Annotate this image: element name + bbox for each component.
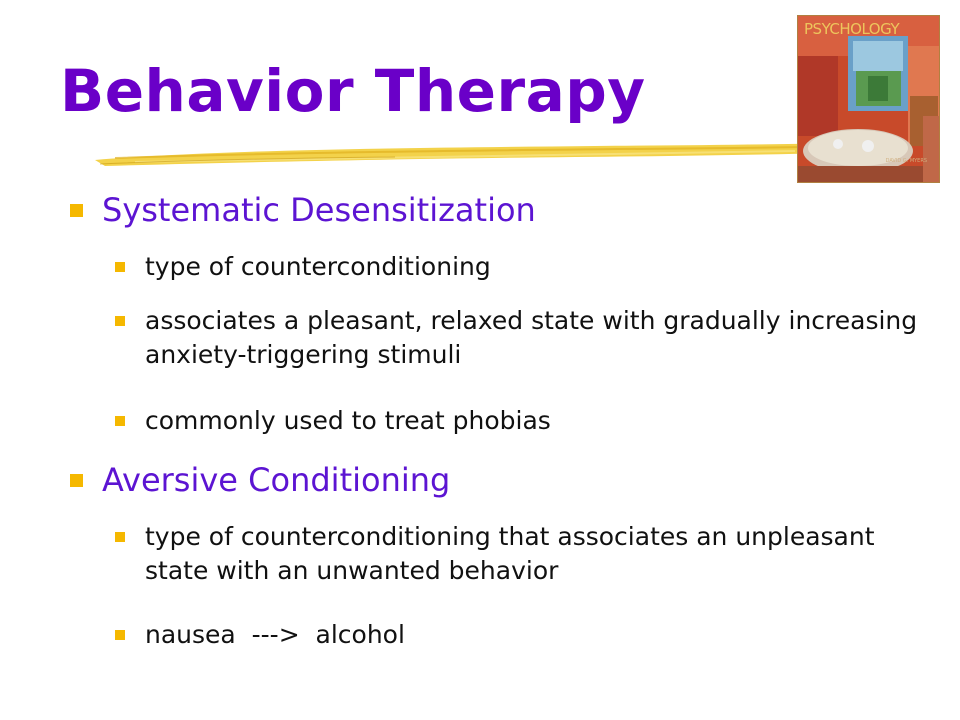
list-item-text: type of counterconditioning that associates an unpleasant state with an unwanted behavior xyxy=(145,522,875,585)
cover-title-text: PSYCHOLOGY xyxy=(804,20,900,38)
list-item xyxy=(115,520,915,588)
title-underline-brushstroke xyxy=(95,140,885,170)
section-heading-systematic-desensitization xyxy=(70,190,536,230)
section-heading-aversive-conditioning xyxy=(70,460,451,500)
list-item xyxy=(115,304,918,372)
cover-author-text: DAVID G. MYERS xyxy=(885,158,927,164)
list-item-text: type of counterconditioning xyxy=(145,252,491,281)
list-item-text: associates a pleasant, relaxed state with gradually increasing anxiety-triggering stimuli xyxy=(145,306,918,369)
bullet-square-icon xyxy=(70,474,83,487)
list-item xyxy=(115,618,915,652)
bullet-square-icon xyxy=(115,630,125,640)
bullet-square-icon xyxy=(70,204,83,217)
list-item xyxy=(115,250,915,284)
bullet-square-icon xyxy=(115,262,125,272)
bullet-square-icon xyxy=(115,532,125,542)
slide-title: Behavior Therapy xyxy=(60,57,646,125)
list-item-text: commonly used to treat phobias xyxy=(145,406,551,435)
list-item xyxy=(115,404,915,438)
list-item-text: nausea ---> alcohol xyxy=(145,620,405,649)
bullet-square-icon xyxy=(115,416,125,426)
section-heading-text: Systematic Desensitization xyxy=(102,191,536,229)
bullet-square-icon xyxy=(115,316,125,326)
textbook-cover-image xyxy=(797,15,940,183)
section-heading-text: Aversive Conditioning xyxy=(102,461,451,499)
